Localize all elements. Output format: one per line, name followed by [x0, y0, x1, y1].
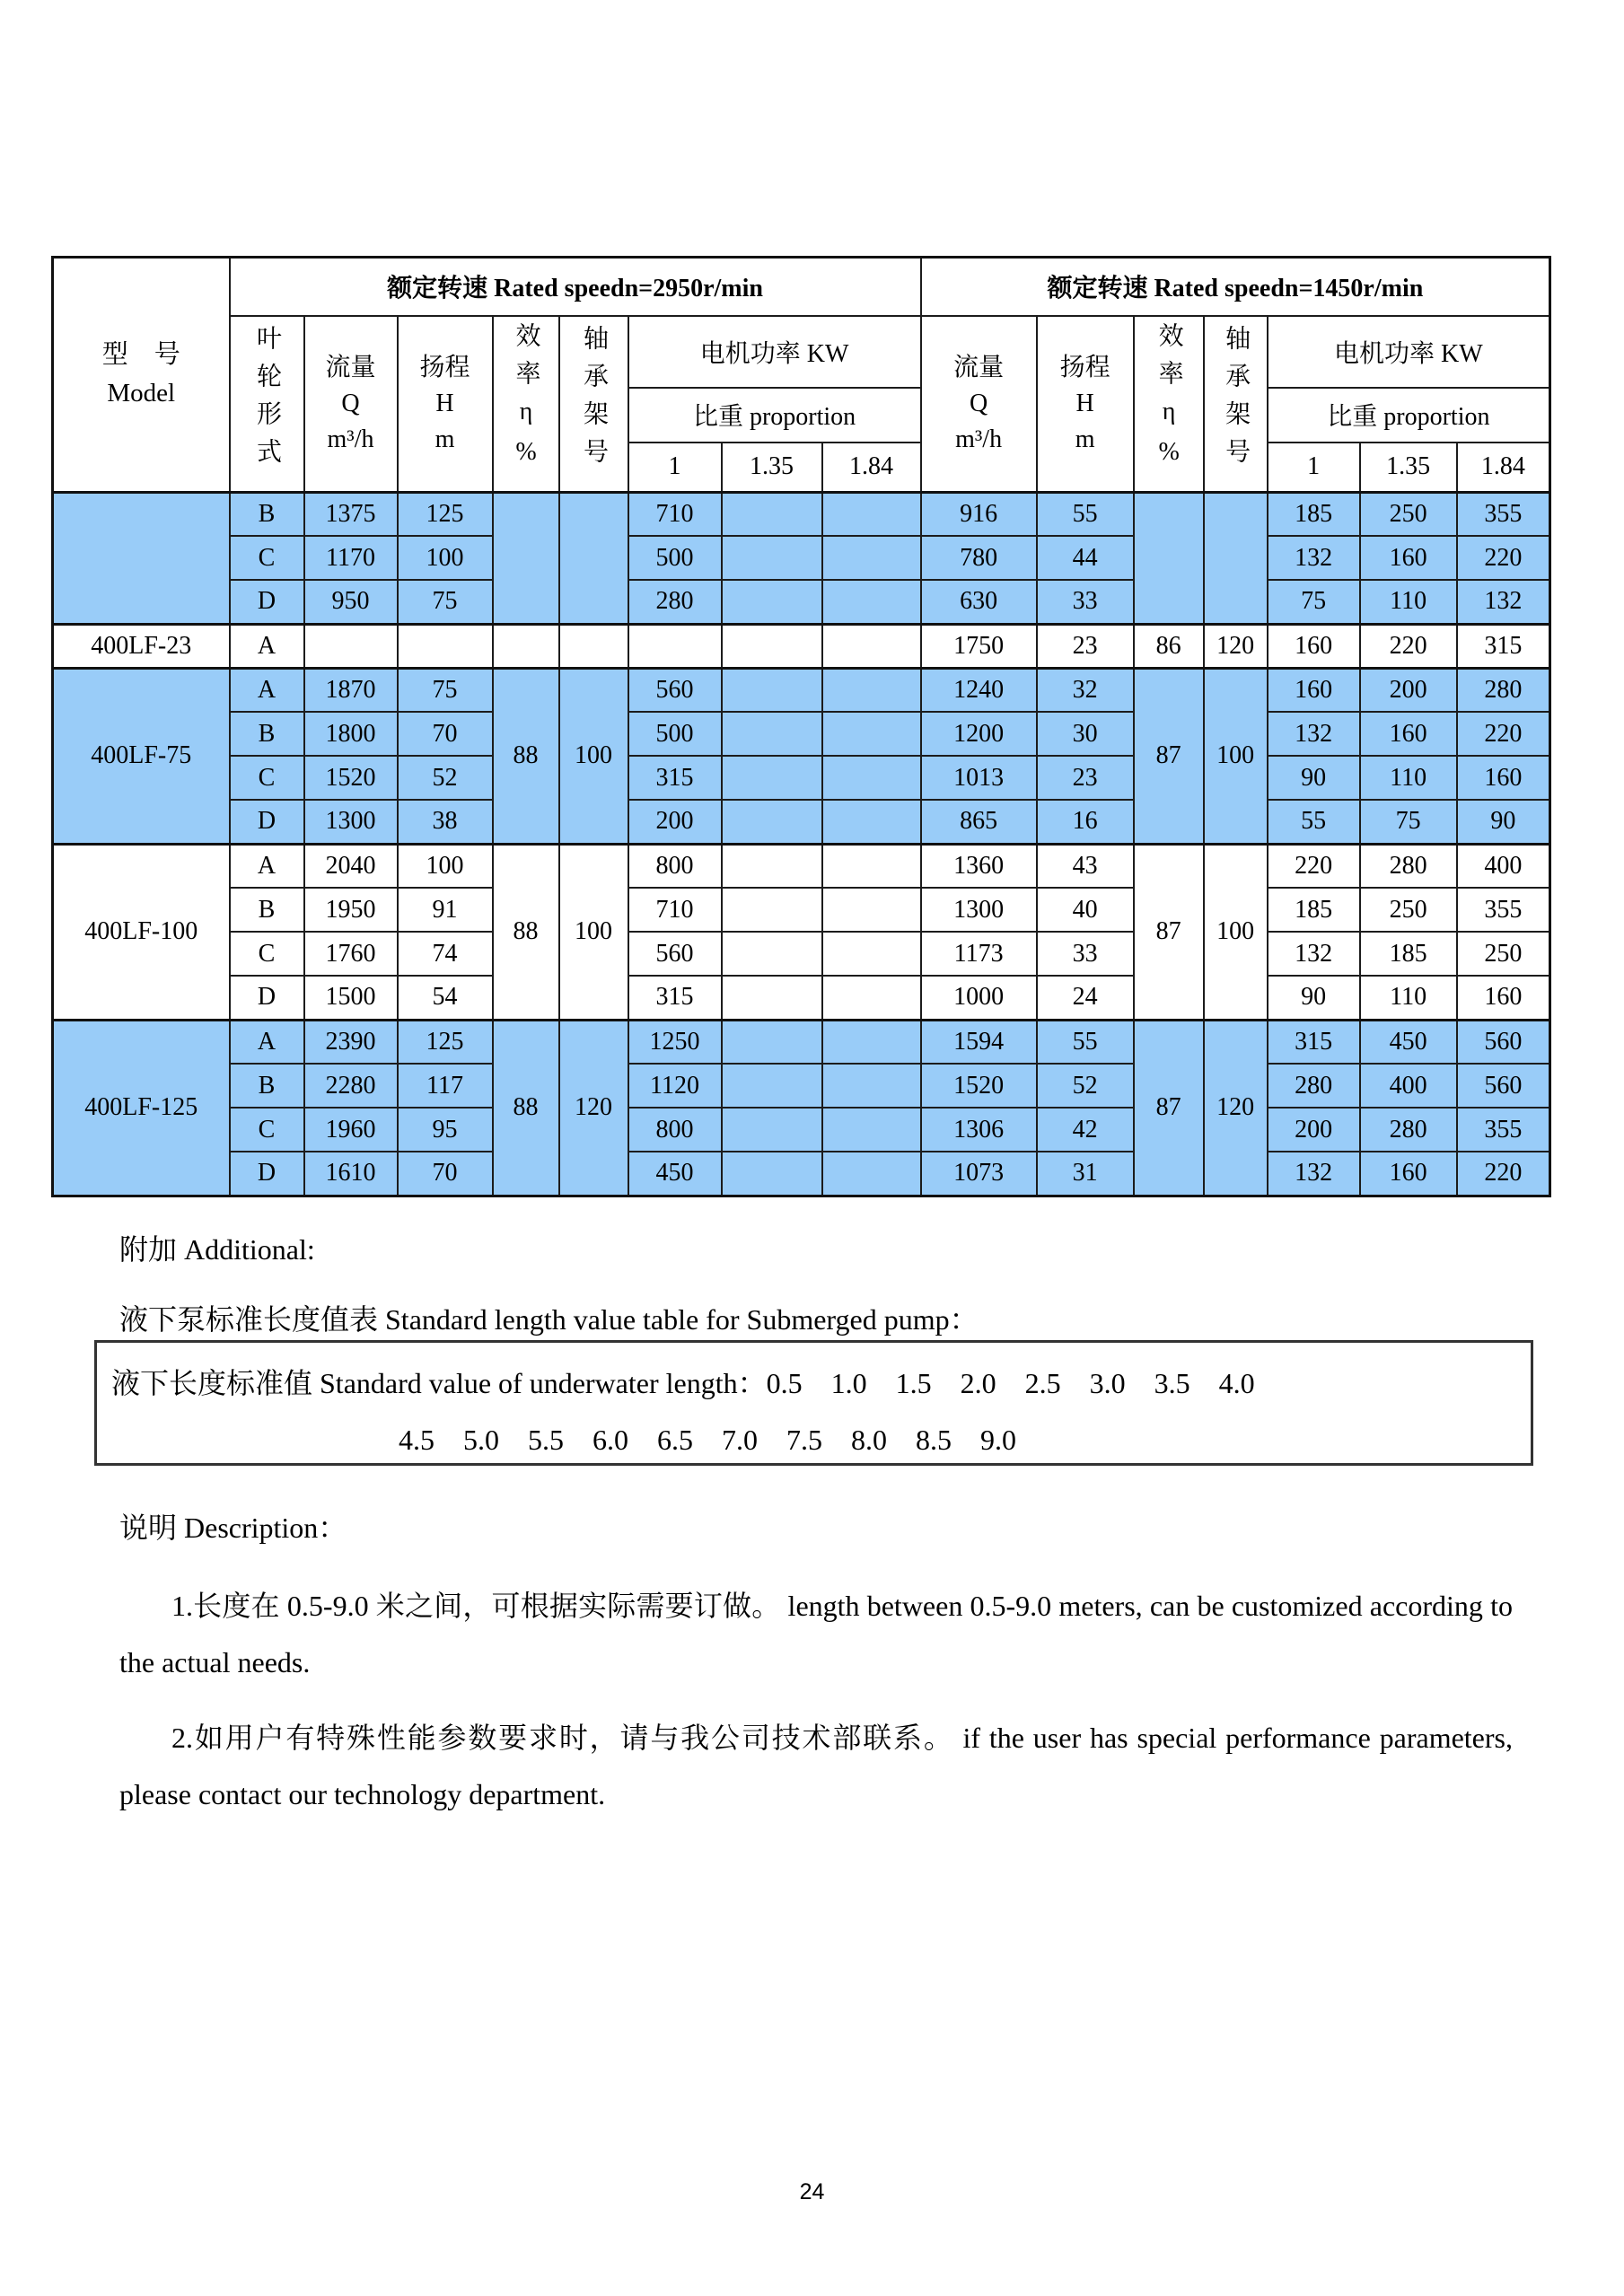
efficiency-value: 88: [493, 1020, 559, 1196]
flow-value: 1760: [304, 932, 398, 976]
bearing-value: [1204, 492, 1268, 624]
power-value: 500: [628, 712, 722, 756]
head-value: 55: [1037, 492, 1134, 536]
flow-value: 1000: [921, 976, 1037, 1020]
table-row: [53, 1064, 1550, 1108]
power-value: 560: [1457, 1020, 1550, 1064]
flow-value: 1306: [921, 1108, 1037, 1152]
power-value: 280: [628, 580, 722, 624]
impeller-cell: C: [230, 536, 304, 580]
power-value: [822, 932, 921, 976]
head-value: 75: [398, 580, 493, 624]
impeller-cell: B: [230, 1064, 304, 1108]
bearing-value: 120: [1204, 1020, 1268, 1196]
table-row: [53, 756, 1550, 800]
power-value: 800: [628, 844, 722, 888]
head-value: 44: [1037, 536, 1134, 580]
power-value: 200: [628, 800, 722, 844]
head-value: 100: [398, 844, 493, 888]
power-value: 1250: [628, 1020, 722, 1064]
power-value: 250: [1360, 888, 1457, 932]
power-value: 132: [1268, 932, 1360, 976]
table-row: [53, 1020, 1550, 1064]
head-value: 74: [398, 932, 493, 976]
head-value: 32: [1037, 668, 1134, 712]
table-row: [53, 580, 1550, 624]
flow-value: 1360: [921, 844, 1037, 888]
power-value: [722, 712, 822, 756]
standard-length-label: 液下长度标准值 Standard value of underwater length：: [111, 1367, 767, 1399]
head-value: 38: [398, 800, 493, 844]
power-value: 560: [628, 668, 722, 712]
standard-length-line1: [111, 1361, 1531, 1402]
power-value: 250: [1457, 932, 1550, 976]
head-value: 52: [398, 756, 493, 800]
impeller-cell: C: [230, 932, 304, 976]
head-value: 70: [398, 1152, 493, 1196]
header-ratio-1: 1: [628, 443, 722, 492]
header-head-1450: 扬程 H m: [1037, 316, 1134, 493]
power-value: 160: [1360, 1152, 1457, 1196]
head-value: 52: [1037, 1064, 1134, 1108]
power-value: 315: [628, 756, 722, 800]
power-value: 55: [1268, 800, 1360, 844]
header-impeller: 叶轮形式: [230, 316, 304, 493]
flow-value: 1800: [304, 712, 398, 756]
impeller-cell: A: [230, 668, 304, 712]
efficiency-value: 87: [1134, 844, 1204, 1020]
flow-value: 1870: [304, 668, 398, 712]
power-value: 280: [1457, 668, 1550, 712]
flow-value: 1240: [921, 668, 1037, 712]
header-power-1450: 电机功率 KW: [1268, 316, 1550, 389]
standard-length-box: [94, 1340, 1533, 1466]
table-row: [53, 1108, 1550, 1152]
flow-value: 1200: [921, 712, 1037, 756]
impeller-cell: B: [230, 712, 304, 756]
header-efficiency-1450: 效率η%: [1134, 316, 1204, 493]
head-value: 125: [398, 492, 493, 536]
head-value: 55: [1037, 1020, 1134, 1064]
efficiency-value: 88: [493, 668, 559, 844]
power-value: [722, 1064, 822, 1108]
header-model: [53, 258, 230, 493]
flow-value: 2040: [304, 844, 398, 888]
impeller-cell: A: [230, 1020, 304, 1064]
power-value: [722, 800, 822, 844]
power-value: 355: [1457, 888, 1550, 932]
flow-value: 1300: [921, 888, 1037, 932]
power-value: [822, 1108, 921, 1152]
power-value: 450: [1360, 1020, 1457, 1064]
head-value: 33: [1037, 932, 1134, 976]
power-value: [722, 844, 822, 888]
head-value: 42: [1037, 1108, 1134, 1152]
flow-value: 1520: [304, 756, 398, 800]
power-value: [722, 1108, 822, 1152]
header-bearing-2950: 轴承架号: [559, 316, 628, 493]
power-value: [628, 624, 722, 668]
header-speed-2950: 额定转速 Rated speedn=2950r/min: [230, 258, 921, 316]
flow-value: 1375: [304, 492, 398, 536]
bearing-value: 100: [1204, 668, 1268, 844]
power-value: 315: [1268, 1020, 1360, 1064]
power-value: 250: [1360, 492, 1457, 536]
impeller-cell: C: [230, 1108, 304, 1152]
flow-value: 1610: [304, 1152, 398, 1196]
bearing-value: [559, 492, 628, 624]
power-value: [722, 536, 822, 580]
table-header-row: [53, 258, 1550, 316]
head-value: 70: [398, 712, 493, 756]
impeller-cell: A: [230, 624, 304, 668]
header-flow-2950: 流量 Q m³/h: [304, 316, 398, 493]
table-row: [53, 976, 1550, 1020]
header-head-2950: 扬程 H m: [398, 316, 493, 493]
bearing-value: 100: [1204, 844, 1268, 1020]
header-proportion-1450: 比重 proportion: [1268, 388, 1550, 442]
power-value: 710: [628, 492, 722, 536]
flow-value: [304, 624, 398, 668]
power-value: [822, 492, 921, 536]
power-value: 110: [1360, 756, 1457, 800]
power-value: [822, 1064, 921, 1108]
flow-value: 2280: [304, 1064, 398, 1108]
power-value: 160: [1360, 712, 1457, 756]
efficiency-value: [1134, 492, 1204, 624]
header-efficiency-2950: 效率η%: [493, 316, 559, 493]
power-value: [822, 668, 921, 712]
header-power-2950: 电机功率 KW: [628, 316, 921, 389]
header-proportion-2950: 比重 proportion: [628, 388, 921, 442]
power-value: [822, 1020, 921, 1064]
head-value: 23: [1037, 756, 1134, 800]
table-row: [53, 800, 1550, 844]
efficiency-value: [493, 624, 559, 668]
header-model-cn: 型 号: [101, 339, 180, 369]
flow-value: 1300: [304, 800, 398, 844]
power-value: [822, 976, 921, 1020]
power-value: 355: [1457, 1108, 1550, 1152]
flow-value: 630: [921, 580, 1037, 624]
head-value: 33: [1037, 580, 1134, 624]
power-value: 200: [1360, 668, 1457, 712]
power-value: 110: [1360, 976, 1457, 1020]
power-value: [722, 492, 822, 536]
header-speed-1450: 额定转速 Rated speedn=1450r/min: [921, 258, 1550, 316]
head-value: 54: [398, 976, 493, 1020]
model-cell: 400LF-100: [53, 844, 230, 1020]
additional-heading: 附加 Additional:: [119, 1233, 315, 1266]
flow-value: 1594: [921, 1020, 1037, 1064]
power-value: 220: [1268, 844, 1360, 888]
power-value: 355: [1457, 492, 1550, 536]
efficiency-value: 87: [1134, 1020, 1204, 1196]
head-value: 43: [1037, 844, 1134, 888]
head-value: 24: [1037, 976, 1134, 1020]
power-value: [822, 536, 921, 580]
bearing-value: 120: [1204, 624, 1268, 668]
power-value: 185: [1268, 492, 1360, 536]
head-value: 125: [398, 1020, 493, 1064]
power-value: 200: [1268, 1108, 1360, 1152]
power-value: 110: [1360, 580, 1457, 624]
impeller-cell: C: [230, 756, 304, 800]
head-value: 40: [1037, 888, 1134, 932]
efficiency-value: 87: [1134, 668, 1204, 844]
power-value: [722, 932, 822, 976]
power-value: 90: [1457, 800, 1550, 844]
flow-value: 1500: [304, 976, 398, 1020]
head-value: 75: [398, 668, 493, 712]
flow-value: 1170: [304, 536, 398, 580]
power-value: 280: [1360, 1108, 1457, 1152]
head-value: 16: [1037, 800, 1134, 844]
head-value: 100: [398, 536, 493, 580]
header-model-en: Model: [107, 379, 176, 408]
head-value: 95: [398, 1108, 493, 1152]
power-value: 160: [1457, 976, 1550, 1020]
head-value: 117: [398, 1064, 493, 1108]
header-flow-1450: 流量 Q m³/h: [921, 316, 1037, 493]
header-ratio-1: 1: [1268, 443, 1360, 492]
power-value: 800: [628, 1108, 722, 1152]
power-value: 160: [1457, 756, 1550, 800]
power-value: [822, 1152, 921, 1196]
power-value: [822, 800, 921, 844]
table-row: [53, 712, 1550, 756]
power-value: 185: [1360, 932, 1457, 976]
bearing-value: 100: [559, 668, 628, 844]
flow-value: 2390: [304, 1020, 398, 1064]
efficiency-value: 86: [1134, 624, 1204, 668]
impeller-cell: A: [230, 844, 304, 888]
power-value: 160: [1268, 624, 1360, 668]
header-ratio-135: 1.35: [722, 443, 822, 492]
header-ratio-135: 1.35: [1360, 443, 1457, 492]
flow-value: 1520: [921, 1064, 1037, 1108]
pump-spec-table: [51, 256, 1551, 1197]
description-heading: 说明 Description：: [119, 1512, 347, 1544]
length-table-title: 液下泵标准长度值表 Standard length value table for Submerged pump：: [119, 1303, 979, 1336]
power-value: 400: [1360, 1064, 1457, 1108]
impeller-cell: B: [230, 888, 304, 932]
model-cell: [53, 492, 230, 624]
flow-value: 1750: [921, 624, 1037, 668]
power-value: 75: [1268, 580, 1360, 624]
power-value: 560: [628, 932, 722, 976]
table-row: [53, 888, 1550, 932]
flow-value: 950: [304, 580, 398, 624]
flow-value: 1173: [921, 932, 1037, 976]
power-value: 185: [1268, 888, 1360, 932]
bearing-value: 100: [559, 844, 628, 1020]
head-value: [398, 624, 493, 668]
flow-value: 1013: [921, 756, 1037, 800]
table-header-row: [53, 316, 1550, 389]
model-cell: 400LF-23: [53, 624, 230, 668]
power-value: 560: [1457, 1064, 1550, 1108]
head-value: 31: [1037, 1152, 1134, 1196]
model-cell: 400LF-125: [53, 1020, 230, 1196]
power-value: 315: [628, 976, 722, 1020]
table-row: [53, 536, 1550, 580]
power-value: [822, 756, 921, 800]
power-value: 220: [1360, 624, 1457, 668]
power-value: 220: [1457, 536, 1550, 580]
standard-length-values-1: 0.5 1.0 1.5 2.0 2.5 3.0 3.5 4.0: [766, 1367, 1255, 1399]
power-value: 220: [1457, 712, 1550, 756]
power-value: [722, 1152, 822, 1196]
model-cell: 400LF-75: [53, 668, 230, 844]
table-row: [53, 624, 1550, 668]
power-value: [822, 580, 921, 624]
power-value: 710: [628, 888, 722, 932]
head-value: 91: [398, 888, 493, 932]
power-value: [822, 888, 921, 932]
head-value: 30: [1037, 712, 1134, 756]
bearing-value: [559, 624, 628, 668]
power-value: [722, 976, 822, 1020]
flow-value: 1950: [304, 888, 398, 932]
bearing-value: 120: [559, 1020, 628, 1196]
power-value: 450: [628, 1152, 722, 1196]
power-value: 500: [628, 536, 722, 580]
power-value: 315: [1457, 624, 1550, 668]
table-row: [53, 844, 1550, 888]
header-bearing-1450: 轴承架号: [1204, 316, 1268, 493]
description-item-1: 1.长度在 0.5-9.0 米之间，可根据实际需要订做。 length between 0.5-9.0 meters, can be customized according to the actual needs.: [119, 1590, 1513, 1678]
flow-value: 1073: [921, 1152, 1037, 1196]
power-value: [722, 580, 822, 624]
efficiency-value: 88: [493, 844, 559, 1020]
power-value: 220: [1457, 1152, 1550, 1196]
efficiency-value: [493, 492, 559, 624]
standard-length-values-2: 4.5 5.0 5.5 6.0 6.5 7.0 7.5 8.0 8.5 9.0: [399, 1424, 1016, 1456]
table-row: [53, 932, 1550, 976]
impeller-cell: D: [230, 976, 304, 1020]
power-value: 132: [1268, 536, 1360, 580]
header-ratio-184: 1.84: [822, 443, 921, 492]
power-value: 280: [1268, 1064, 1360, 1108]
power-value: [722, 624, 822, 668]
flow-value: 1960: [304, 1108, 398, 1152]
header-ratio-184: 1.84: [1457, 443, 1550, 492]
power-value: 90: [1268, 976, 1360, 1020]
power-value: 90: [1268, 756, 1360, 800]
impeller-cell: B: [230, 492, 304, 536]
power-value: 280: [1360, 844, 1457, 888]
impeller-cell: D: [230, 800, 304, 844]
power-value: [722, 888, 822, 932]
description-item-2: 2.如用户有特殊性能参数要求时，请与我公司技术部联系。 if the user has special performance parameters, please contact our technology department.: [119, 1722, 1513, 1810]
power-value: [722, 756, 822, 800]
power-value: [822, 844, 921, 888]
power-value: 160: [1268, 668, 1360, 712]
power-value: 132: [1457, 580, 1550, 624]
table-row: [53, 1152, 1550, 1196]
power-value: 400: [1457, 844, 1550, 888]
power-value: 132: [1268, 1152, 1360, 1196]
power-value: 132: [1268, 712, 1360, 756]
power-value: [722, 1020, 822, 1064]
impeller-cell: D: [230, 1152, 304, 1196]
head-value: 23: [1037, 624, 1134, 668]
power-value: 75: [1360, 800, 1457, 844]
table-row: [53, 668, 1550, 712]
power-value: 160: [1360, 536, 1457, 580]
power-value: [822, 624, 921, 668]
page-number: 24: [799, 2179, 825, 2204]
table-row: [53, 492, 1550, 536]
flow-value: 865: [921, 800, 1037, 844]
flow-value: 780: [921, 536, 1037, 580]
impeller-cell: D: [230, 580, 304, 624]
power-value: 1120: [628, 1064, 722, 1108]
power-value: [722, 668, 822, 712]
flow-value: 916: [921, 492, 1037, 536]
power-value: [822, 712, 921, 756]
